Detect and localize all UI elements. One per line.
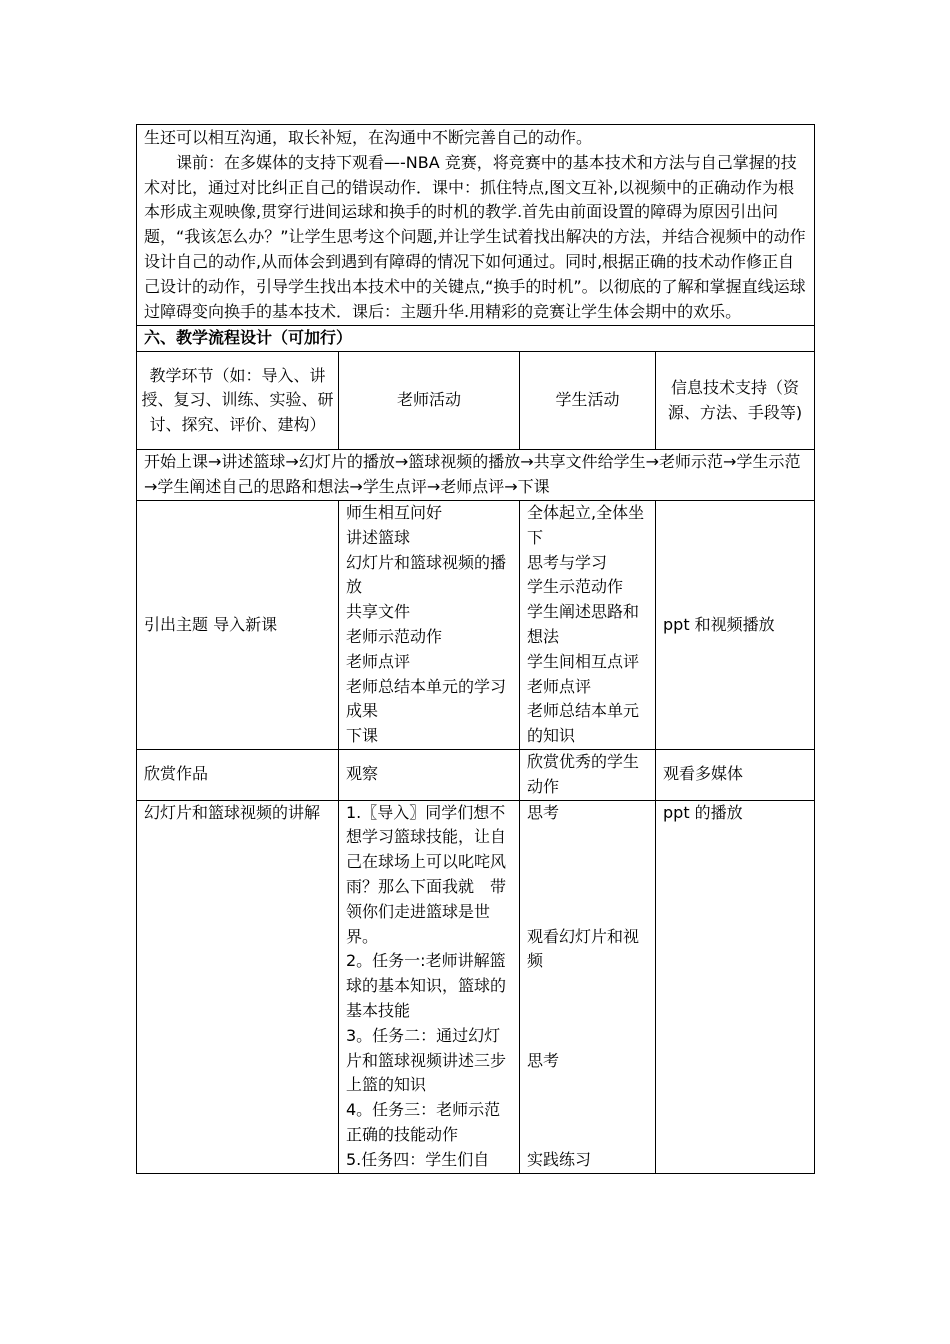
row3-teacher [339,800,520,1173]
row1-tech: ppt 和视频播放 [656,500,815,749]
row3-student [520,800,656,1173]
row1-student-item: 学生示范动作 [527,577,624,597]
row1-student-item: 老师点评 [527,676,592,696]
row1-teacher-item: 老师示范动作 [346,626,443,646]
header-teacher: 老师活动 [339,352,520,450]
row2-teacher: 观察 [339,749,520,800]
intro-paragraph-2: 课前：在多媒体的支持下观看—-NBA 竞赛，将竞赛中的基本技术和方法与自己掌握的技术对比，通过对比纠正自己的错误动作．课中：抓住特点,图文互补,以视频中的正确动作为根本形成主观映像,贯穿行进间运球和换手的时机的教学.首先由前面设置的障碍为原因引出问题，“我该怎么办？”让学生思考这个问题,并让学生试着找出解决的方法，并结合视频中的动作设计自己的动作,从而体会到遇到有障碍的情况下如何通过。同时,根据正确的技术动作修正自己设计的动作，引导学生找出本技术中的关键点,“换手的时机”。以彻底的了解和掌握直线运球过障碍变向换手的基本技术．课后：主题升华.用精彩的竞赛让学生体会期中的欢乐。 [144,152,806,321]
intro-paragraph-1: 生还可以相互沟通，取长补短，在沟通中不断完善自己的动作。 [144,128,593,147]
row3-student-item: 思考 [527,802,560,822]
row1-student-item: 思考与学习 [527,552,608,572]
row1-teacher-item: 讲述篮球 [346,527,411,547]
header-stage: 教学环节（如：导入、讲授、复习、训练、实验、研讨、探究、评价、建构） [137,352,339,450]
row1-teacher-item: 师生相互问好 [346,502,443,522]
section-title: 六、教学流程设计（可加行） [137,326,815,352]
row1-student-item: 学生间相互点评 [527,651,640,671]
flow-cell: 开始上课→讲述篮球→幻灯片的播放→篮球视频的播放→共享文件给学生→老师示范→学生示范→学生阐述自己的思路和想法→学生点评→老师点评→下课 [137,450,815,501]
row3-teacher-item: 3。任务二：通过幻灯片和篮球视频讲述三步上篮的知识 [346,1025,507,1095]
lesson-plan-table [136,124,815,1174]
header-student: 学生活动 [520,352,656,450]
row3-student-item: 实践练习 [527,1149,592,1169]
row2-tech: 观看多媒体 [656,749,815,800]
row1-student-item: 学生阐述思路和想法 [527,602,640,646]
row1-teacher-item: 共享文件 [346,602,411,622]
row2-student: 欣赏优秀的学生动作 [520,749,656,800]
row3-teacher-item: 1.〖导入〗同学们想不想学习篮球技能，让自己在球场上可以叱咤风雨？那么下面我就 带领你们走进篮球是世界。 [346,802,507,946]
row3-stage: 幻灯片和篮球视频的讲解 [137,800,339,1173]
row3-teacher-item: 2。任务一:老师讲解篮球的基本知识，篮球的基本技能 [346,951,507,1020]
row1-teacher-item: 幻灯片和篮球视频的播放 [346,552,507,597]
row3-teacher-item: 5.任务四：学生们自 [346,1149,490,1169]
row2-stage: 欣赏作品 [137,749,339,800]
row1-student-item: 全体起立,全体坐下 [527,502,645,547]
row1-teacher-item: 老师点评 [346,651,411,671]
row1-teacher-item: 下课 [346,726,379,746]
row3-teacher-item: 4。任务三：老师示范正确的技能动作 [346,1100,501,1144]
row1-student-item: 老师总结本单元的知识 [527,701,640,746]
row1-teacher-item: 老师总结本单元的学习成果 [346,676,507,721]
row3-student-item: 观看幻灯片和视频 [527,926,640,971]
row3-tech: ppt 的播放 [656,800,815,1173]
row3-student-item: 思考 [527,1050,560,1070]
row1-stage: 引出主题 导入新课 [137,500,339,749]
row1-student [520,500,656,749]
intro-cell [137,125,815,326]
row1-teacher [339,500,520,749]
header-tech: 信息技术支持（资源、方法、手段等) [656,352,815,450]
